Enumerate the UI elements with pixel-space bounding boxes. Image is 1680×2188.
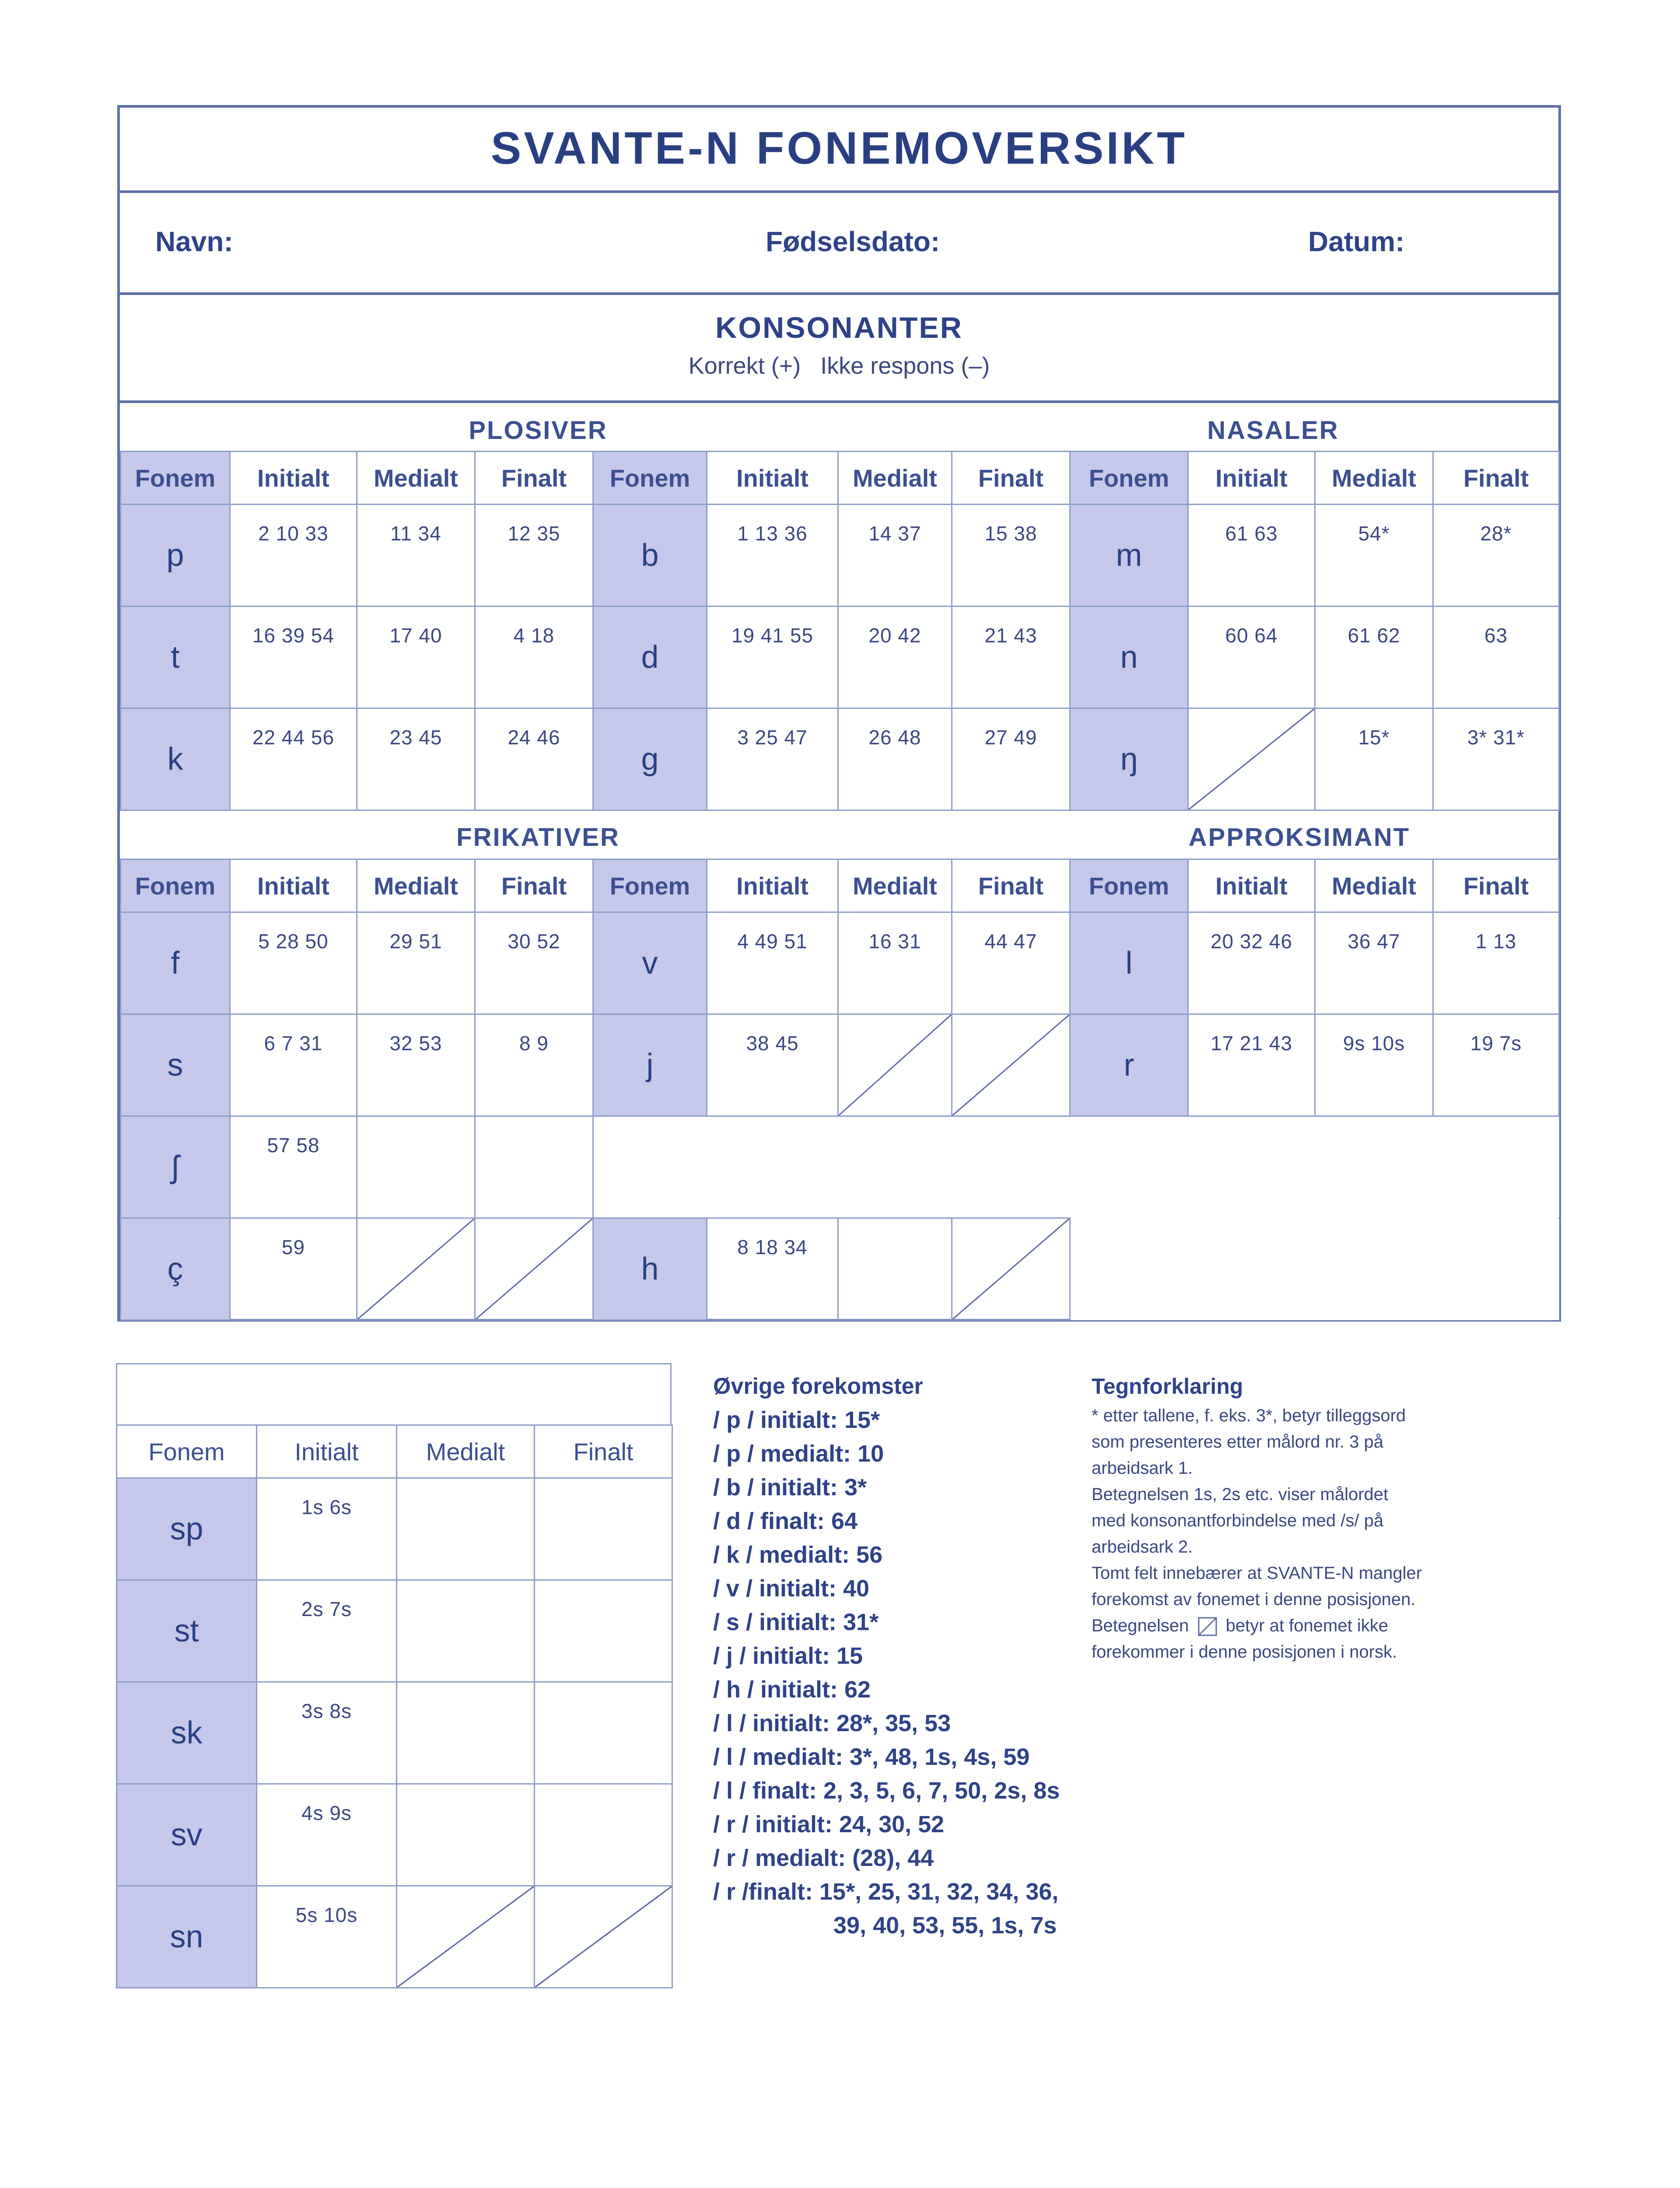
col-initialt: Initialt xyxy=(230,859,357,912)
slash-mark xyxy=(1189,709,1314,810)
fonem-cell: t xyxy=(121,607,230,708)
plosiver-label: PLOSIVER xyxy=(469,416,608,445)
slash-mark xyxy=(357,1219,474,1319)
ovrige-line: / v / initialt: 40 xyxy=(713,1575,870,1602)
cluster-table-frame xyxy=(116,1363,672,1424)
finalt-cell[interactable]: 15 38 xyxy=(952,505,1070,607)
fonem-cell: ŋ xyxy=(1070,708,1188,810)
col-finalt: Finalt xyxy=(1433,452,1559,505)
initialt-cell[interactable]: 19 41 55 xyxy=(707,607,838,708)
col-finalt: Finalt xyxy=(952,452,1070,505)
medialt-cell[interactable]: 11 34 xyxy=(357,505,475,607)
tegn-line xyxy=(1092,1613,1388,1639)
col-initialt: Initialt xyxy=(1188,452,1315,505)
page-title: SVANTE-N FONEMOVERSIKT xyxy=(491,123,1187,174)
tegn-line-start: Betegnelsen xyxy=(1092,1616,1189,1635)
fonem-cell: g xyxy=(593,708,707,810)
ovrige-line: / k / medialt: 56 xyxy=(713,1542,883,1568)
fonem-cell: sn xyxy=(117,1886,257,1988)
finalt-cell[interactable]: 8 9 xyxy=(475,1014,593,1116)
col-finalt: Finalt xyxy=(952,859,1070,912)
table-row xyxy=(121,1218,1559,1320)
table-row xyxy=(117,1478,672,1580)
tegn-line: Betegnelsen 1s, 2s etc. viser målordet xyxy=(1092,1485,1389,1504)
tegnforklaring-heading: Tegnforklaring xyxy=(1092,1374,1243,1399)
fonem-cell: sk xyxy=(117,1682,257,1784)
not-applicable-cell xyxy=(952,1014,1070,1116)
datum-label: Datum: xyxy=(1308,226,1405,257)
initialt-cell[interactable]: 60 64 xyxy=(1188,607,1315,708)
finalt-cell[interactable] xyxy=(475,1116,593,1218)
finalt-cell[interactable]: 21 43 xyxy=(952,607,1070,708)
col-fonem: Fonem xyxy=(593,452,707,505)
tegn-line: forekommer i denne posisjonen i norsk. xyxy=(1092,1642,1397,1662)
initialt-cell[interactable]: 4 49 51 xyxy=(707,912,838,1014)
finalt-cell[interactable] xyxy=(535,1580,672,1682)
initialt-cell[interactable]: 5s 10s xyxy=(257,1886,397,1988)
table-row xyxy=(121,1014,1559,1116)
table-row xyxy=(121,912,1559,1014)
plosiver-nasaler-table xyxy=(120,451,1560,811)
fonem-cell: sv xyxy=(117,1784,257,1886)
finalt-cell[interactable] xyxy=(535,1682,672,1784)
fonem-cell: st xyxy=(117,1580,257,1682)
col-medialt: Medialt xyxy=(357,859,475,912)
ovrige-line: 39, 40, 53, 55, 1s, 7s xyxy=(833,1912,1057,1939)
tegn-line: arbeidsark 1. xyxy=(1092,1459,1193,1478)
nasaler-label: NASALER xyxy=(1207,416,1339,445)
ovrige-line: / r / initialt: 24, 30, 52 xyxy=(713,1811,945,1837)
initialt-cell[interactable]: 6 7 31 xyxy=(230,1014,357,1116)
initialt-cell[interactable]: 5 28 50 xyxy=(230,912,357,1014)
finalt-cell[interactable]: 24 46 xyxy=(475,708,593,810)
fonem-cell: h xyxy=(593,1218,707,1320)
col-initialt: Initialt xyxy=(257,1425,397,1478)
medialt-cell[interactable] xyxy=(397,1682,535,1784)
col-medialt: Medialt xyxy=(1315,859,1433,912)
fonem-cell: b xyxy=(593,505,707,607)
not-applicable-cell xyxy=(475,1218,593,1320)
initialt-cell[interactable]: 57 58 xyxy=(230,1116,357,1218)
tegn-line: som presenteres etter målord nr. 3 på xyxy=(1092,1432,1383,1452)
empty-area xyxy=(593,1116,1559,1218)
finalt-cell[interactable]: 4 18 xyxy=(475,607,593,708)
slash-mark xyxy=(839,1015,951,1115)
fonem-cell: k xyxy=(121,708,230,810)
table-row xyxy=(121,505,1559,607)
col-finalt: Finalt xyxy=(475,452,593,505)
frikativer-label: FRIKATIVER xyxy=(456,823,620,852)
medialt-cell[interactable]: 54* xyxy=(1315,505,1433,607)
fonem-cell: ç xyxy=(121,1218,230,1320)
finalt-cell[interactable]: 1 13 xyxy=(1433,912,1559,1014)
ovrige-line: / h / initialt: 62 xyxy=(713,1676,871,1703)
medialt-cell[interactable]: 17 40 xyxy=(357,607,475,708)
initialt-cell[interactable]: 4s 9s xyxy=(257,1784,397,1886)
initialt-cell[interactable]: 22 44 56 xyxy=(230,708,357,810)
frikativer-approksimant-table xyxy=(120,859,1560,1321)
table-row xyxy=(117,1886,672,1988)
table-header-row xyxy=(117,1425,672,1478)
col-fonem: Fonem xyxy=(1070,859,1188,912)
initialt-cell[interactable]: 1s 6s xyxy=(257,1478,397,1580)
initialt-cell[interactable]: 38 45 xyxy=(707,1014,838,1116)
finalt-cell[interactable]: 44 47 xyxy=(952,912,1070,1014)
tegn-line: arbeidsark 2. xyxy=(1092,1537,1193,1557)
col-medialt: Medialt xyxy=(357,452,475,505)
table-header-row xyxy=(121,452,1559,505)
medialt-cell[interactable] xyxy=(357,1116,475,1218)
medialt-cell[interactable]: 9s 10s xyxy=(1315,1014,1433,1116)
fodselsdato-label: Fødselsdato: xyxy=(766,226,940,257)
fonem-cell: s xyxy=(121,1014,230,1116)
col-medialt: Medialt xyxy=(397,1425,535,1478)
initialt-cell[interactable]: 3 25 47 xyxy=(707,708,838,810)
slash-mark xyxy=(952,1015,1069,1115)
divider xyxy=(117,190,1561,193)
finalt-cell[interactable]: 27 49 xyxy=(952,708,1070,810)
col-fonem: Fonem xyxy=(121,859,230,912)
col-fonem: Fonem xyxy=(1070,452,1188,505)
konsonanter-legend: Korrekt (+) Ikke respons (–) xyxy=(688,353,990,379)
table-row xyxy=(117,1580,672,1682)
col-finalt: Finalt xyxy=(535,1425,672,1478)
col-initialt: Initialt xyxy=(1188,859,1315,912)
finalt-cell[interactable]: 19 7s xyxy=(1433,1014,1559,1116)
col-fonem: Fonem xyxy=(593,859,707,912)
medialt-cell[interactable]: 32 53 xyxy=(357,1014,475,1116)
fonem-cell: p xyxy=(121,505,230,607)
col-initialt: Initialt xyxy=(230,452,357,505)
finalt-cell[interactable] xyxy=(535,1478,672,1580)
finalt-cell[interactable]: 3* 31* xyxy=(1433,708,1559,810)
initialt-cell[interactable]: 2s 7s xyxy=(257,1580,397,1682)
ovrige-line: / p / initialt: 15* xyxy=(713,1407,880,1433)
medialt-cell[interactable]: 20 42 xyxy=(838,607,952,708)
initialt-cell[interactable]: 1 13 36 xyxy=(707,505,838,607)
fonem-cell: sp xyxy=(117,1478,257,1580)
col-fonem: Fonem xyxy=(117,1425,257,1478)
finalt-cell[interactable] xyxy=(535,1784,672,1886)
empty-area xyxy=(1070,1218,1559,1320)
divider xyxy=(117,400,1561,403)
tegn-line: Tomt felt innebærer at SVANTE-N mangler xyxy=(1092,1564,1422,1583)
table-header-row xyxy=(121,859,1559,912)
finalt-cell[interactable]: 63 xyxy=(1433,607,1559,708)
tegn-line: forekomst av fonemet i denne posisjonen. xyxy=(1092,1590,1416,1609)
table-row xyxy=(121,1116,1559,1218)
table-row xyxy=(121,708,1559,810)
medialt-cell[interactable]: 23 45 xyxy=(357,708,475,810)
not-applicable-cell xyxy=(535,1886,672,1988)
konsonanter-heading: KONSONANTER xyxy=(715,311,963,344)
slash-mark xyxy=(397,1886,534,1987)
medialt-cell[interactable]: 26 48 xyxy=(838,708,952,810)
initialt-cell[interactable]: 61 63 xyxy=(1188,505,1315,607)
ovrige-line: / r / medialt: (28), 44 xyxy=(713,1845,934,1871)
medialt-cell[interactable]: 16 31 xyxy=(838,912,952,1014)
slash-mark xyxy=(476,1219,592,1319)
initialt-cell[interactable]: 8 18 34 xyxy=(707,1218,838,1320)
slashed-box-icon xyxy=(1197,1616,1218,1637)
finalt-cell[interactable]: 30 52 xyxy=(475,912,593,1014)
medialt-cell[interactable]: 61 62 xyxy=(1315,607,1433,708)
col-medialt: Medialt xyxy=(838,859,952,912)
not-applicable-cell xyxy=(952,1218,1070,1320)
tegn-line: * etter tallene, f. eks. 3*, betyr tilleggsord xyxy=(1092,1406,1406,1425)
not-applicable-cell xyxy=(838,1014,952,1116)
finalt-cell[interactable]: 12 35 xyxy=(475,505,593,607)
col-initialt: Initialt xyxy=(707,859,838,912)
ovrige-line: / l / medialt: 3*, 48, 1s, 4s, 59 xyxy=(713,1744,1030,1770)
col-medialt: Medialt xyxy=(1315,452,1433,505)
fonem-cell: j xyxy=(593,1014,707,1116)
ovrige-heading: Øvrige forekomster xyxy=(713,1374,923,1399)
col-finalt: Finalt xyxy=(475,859,593,912)
medialt-cell[interactable]: 36 47 xyxy=(1315,912,1433,1014)
navn-label: Navn: xyxy=(155,226,233,257)
fonem-cell: v xyxy=(593,912,707,1014)
fonem-cell: l xyxy=(1070,912,1188,1014)
table-row xyxy=(121,607,1559,708)
medialt-cell[interactable] xyxy=(838,1218,952,1320)
initialt-cell[interactable]: 17 21 43 xyxy=(1188,1014,1315,1116)
col-initialt: Initialt xyxy=(707,452,838,505)
divider xyxy=(117,292,1561,295)
fonem-cell: n xyxy=(1070,607,1188,708)
ovrige-line: / b / initialt: 3* xyxy=(713,1474,867,1501)
medialt-cell[interactable]: 15* xyxy=(1315,708,1433,810)
medialt-cell[interactable] xyxy=(397,1478,535,1580)
ovrige-line: / r /finalt: 15*, 25, 31, 32, 34, 36, xyxy=(713,1879,1059,1905)
fonem-cell: ʃ xyxy=(121,1116,230,1218)
table-row xyxy=(117,1682,672,1784)
ovrige-line: / j / initialt: 15 xyxy=(713,1643,863,1669)
tegn-line-end: betyr at fonemet ikke xyxy=(1225,1616,1388,1635)
col-medialt: Medialt xyxy=(838,452,952,505)
not-applicable-cell xyxy=(1188,708,1315,810)
ovrige-line: / s / initialt: 31* xyxy=(713,1609,879,1635)
medialt-cell[interactable] xyxy=(397,1580,535,1682)
fonem-cell: r xyxy=(1070,1014,1188,1116)
fonem-cell: m xyxy=(1070,505,1188,607)
initialt-cell[interactable]: 20 32 46 xyxy=(1188,912,1315,1014)
not-applicable-cell xyxy=(397,1886,535,1988)
medialt-cell[interactable]: 14 37 xyxy=(838,505,952,607)
ovrige-line: / l / initialt: 28*, 35, 53 xyxy=(713,1710,951,1736)
ovrige-line: / l / finalt: 2, 3, 5, 6, 7, 50, 2s, 8s xyxy=(713,1778,1060,1804)
tegn-line: med konsonantforbindelse med /s/ på xyxy=(1092,1511,1384,1530)
col-finalt: Finalt xyxy=(1433,859,1559,912)
medialt-cell[interactable]: 29 51 xyxy=(357,912,475,1014)
initialt-cell[interactable]: 3s 8s xyxy=(257,1682,397,1784)
initialt-cell[interactable]: 59 xyxy=(230,1218,357,1320)
cluster-table xyxy=(116,1424,673,1988)
col-fonem: Fonem xyxy=(121,452,230,505)
ovrige-line: / p / medialt: 10 xyxy=(713,1441,884,1467)
slash-mark xyxy=(952,1219,1069,1319)
ovrige-line: / d / finalt: 64 xyxy=(713,1508,858,1534)
initialt-cell[interactable]: 2 10 33 xyxy=(230,505,357,607)
medialt-cell[interactable] xyxy=(397,1784,535,1886)
fonem-cell: d xyxy=(593,607,707,708)
slash-mark xyxy=(535,1886,672,1987)
approksimant-label: APPROKSIMANT xyxy=(1188,823,1410,852)
fonem-cell: f xyxy=(121,912,230,1014)
table-row xyxy=(117,1784,672,1886)
finalt-cell[interactable]: 28* xyxy=(1433,505,1559,607)
initialt-cell[interactable]: 16 39 54 xyxy=(230,607,357,708)
not-applicable-cell xyxy=(357,1218,475,1320)
